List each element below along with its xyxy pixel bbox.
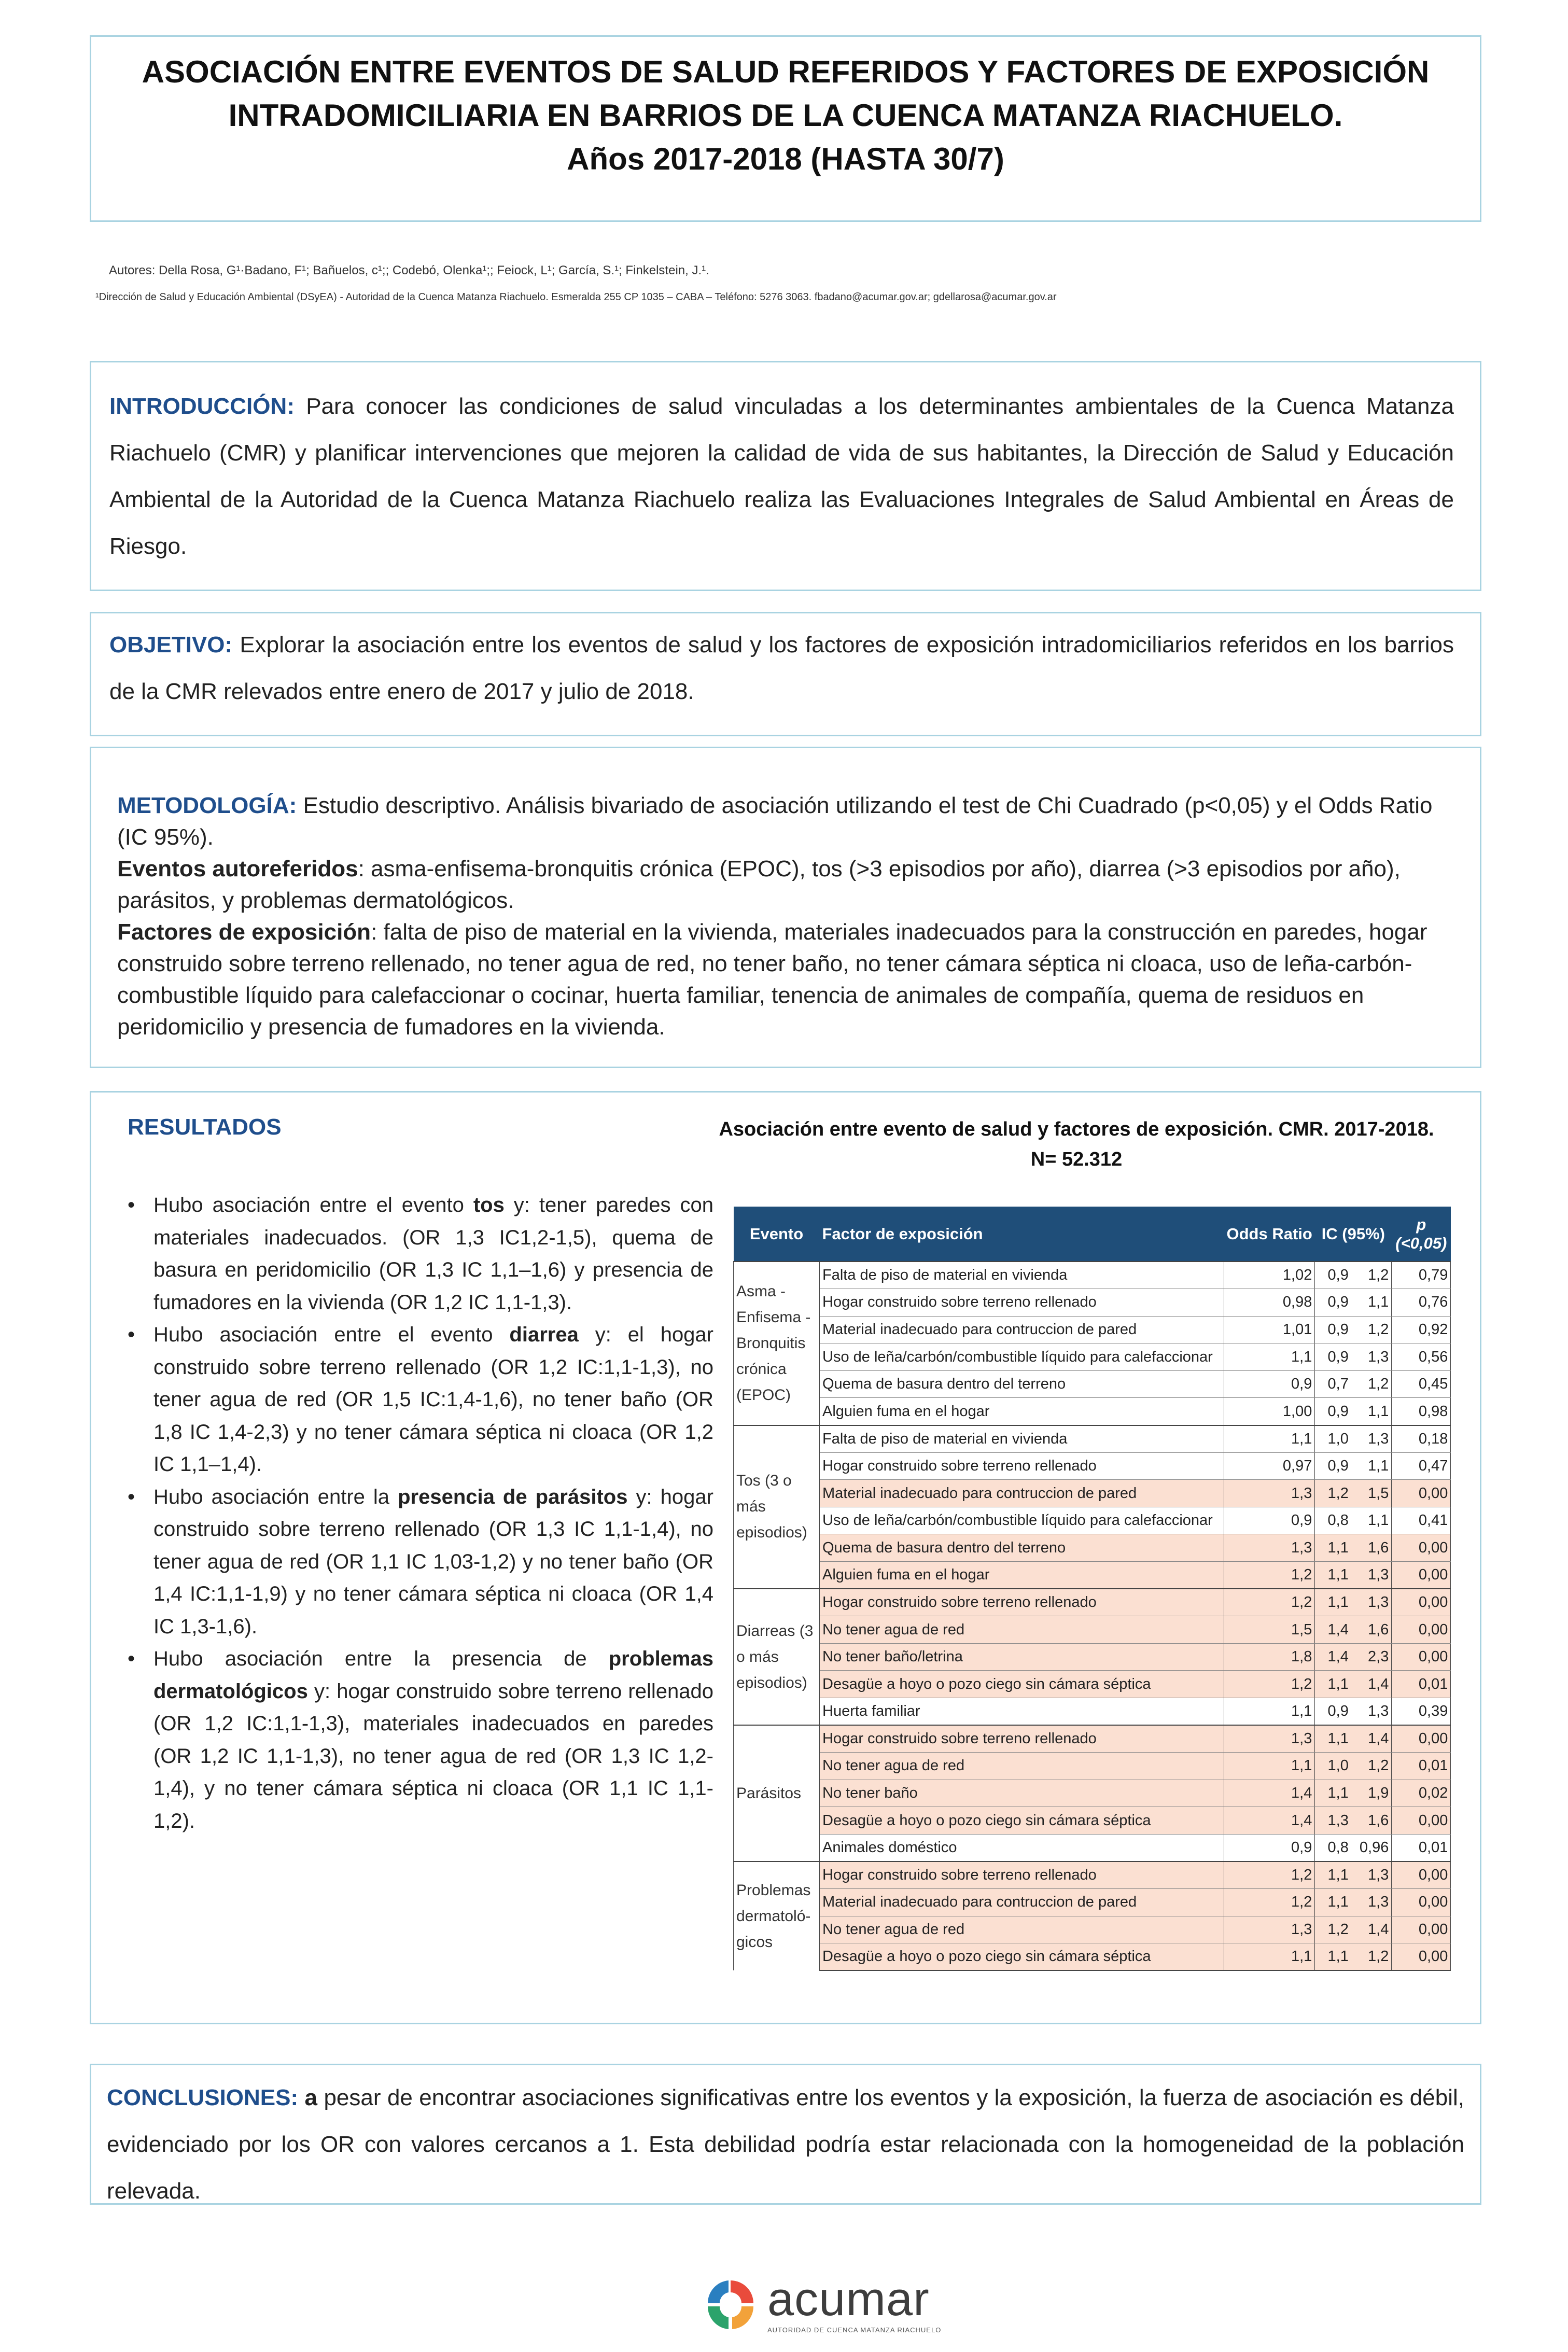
table-row	[734, 1861, 1451, 1889]
ic-high-cell: 1,6	[1351, 1534, 1392, 1562]
ic-low-cell: 1,2	[1315, 1916, 1351, 1943]
introduction-label: INTRODUCCIÓN:	[109, 394, 295, 419]
odds-ratio-cell: 0,9	[1224, 1834, 1315, 1861]
ic-high-cell: 1,6	[1351, 1616, 1392, 1644]
factor-cell: Hogar construido sobre terreno rellenado	[820, 1725, 1224, 1753]
p-value-cell: 0,98	[1392, 1398, 1451, 1425]
p-value-cell: 0,00	[1392, 1889, 1451, 1916]
authors: Autores: Della Rosa, G¹·Badano, F¹; Bañuelos, c¹;; Codebó, Olenka¹;; Feiock, L¹; García, S.¹; Finkelstein, J.¹.	[109, 263, 709, 277]
factor-cell: No tener agua de red	[820, 1753, 1224, 1780]
odds-ratio-cell: 1,3	[1224, 1916, 1315, 1943]
table-row	[734, 1589, 1451, 1616]
factor-cell: Desagüe a hoyo o pozo ciego sin cámara séptica	[820, 1943, 1224, 1971]
results-item: • Hubo asociación entre el evento tos y: tener paredes con materiales inadecuados. (OR 1,3 IC1,2-1,5), quema de basura en peridomicilio (OR 1,3 IC 1,1–1,6) y presencia de fumadores en la vivienda (OR 1,2 IC 1,1-1,3).	[128, 1189, 713, 1319]
ic-high-cell: 1,1	[1351, 1507, 1392, 1534]
table-row	[734, 1425, 1451, 1453]
table-row	[734, 1671, 1451, 1698]
odds-ratio-cell: 1,1	[1224, 1753, 1315, 1780]
table-row	[734, 1889, 1451, 1916]
p-value-cell: 0,02	[1392, 1780, 1451, 1807]
results-list	[128, 1189, 713, 1837]
objective-label: OBJETIVO:	[109, 632, 233, 657]
ic-low-cell: 0,9	[1315, 1262, 1351, 1289]
ic-low-cell: 0,9	[1315, 1698, 1351, 1726]
ic-low-cell: 0,7	[1315, 1370, 1351, 1398]
ic-low-cell: 1,1	[1315, 1589, 1351, 1616]
ic-high-cell: 0,96	[1351, 1834, 1392, 1861]
odds-ratio-cell: 1,2	[1224, 1671, 1315, 1698]
ic-high-cell: 1,4	[1351, 1671, 1392, 1698]
odds-ratio-cell: 1,02	[1224, 1262, 1315, 1289]
ic-high-cell: 1,1	[1351, 1452, 1392, 1480]
factor-cell: Animales doméstico	[820, 1834, 1224, 1861]
factor-cell: Quema de basura dentro del terreno	[820, 1370, 1224, 1398]
introduction-box	[90, 361, 1481, 591]
association-table	[733, 1207, 1451, 1971]
table-row	[734, 1562, 1451, 1589]
table-row	[734, 1725, 1451, 1753]
conclusions-box	[90, 2064, 1481, 2205]
ic-high-cell: 1,9	[1351, 1780, 1392, 1807]
events-text: Eventos autoreferidos: asma-enfisema-bronquitis crónica (EPOC), tos (>3 episodios por año), diarrea (>3 episodios por año), parásitos, y problemas dermatológicos.	[117, 856, 1401, 913]
table-row	[734, 1370, 1451, 1398]
poster-title-line-2: INTRADOMICILIARIA EN BARRIOS DE LA CUENCA MATANZA RIACHUELO.	[228, 98, 1343, 133]
factor-cell: Material inadecuado para contruccion de pared	[820, 1889, 1224, 1916]
ic-low-cell: 1,2	[1315, 1480, 1351, 1507]
odds-ratio-cell: 1,01	[1224, 1316, 1315, 1343]
table-row	[734, 1452, 1451, 1480]
acumar-logo	[700, 2273, 942, 2334]
ic-low-cell: 1,1	[1315, 1534, 1351, 1562]
p-value-cell: 0,01	[1392, 1753, 1451, 1780]
table-body	[734, 1262, 1451, 1970]
factor-cell: Material inadecuado para contruccion de pared	[820, 1480, 1224, 1507]
ic-low-cell: 1,1	[1315, 1671, 1351, 1698]
event-cell: Parásitos	[734, 1725, 820, 1861]
ic-high-cell: 1,2	[1351, 1316, 1392, 1343]
factors-label: Factores de exposición	[117, 919, 371, 945]
methodology-box	[90, 747, 1481, 1068]
ic-high-cell: 1,6	[1351, 1807, 1392, 1835]
odds-ratio-cell: 1,1	[1224, 1698, 1315, 1726]
p-value-cell: 0,41	[1392, 1507, 1451, 1534]
table-row	[734, 1780, 1451, 1807]
odds-ratio-cell: 1,2	[1224, 1889, 1315, 1916]
odds-ratio-cell: 1,3	[1224, 1534, 1315, 1562]
ic-high-cell: 1,3	[1351, 1343, 1392, 1371]
factor-cell: Falta de piso de material en vivienda	[820, 1425, 1224, 1453]
odds-ratio-cell: 1,3	[1224, 1480, 1315, 1507]
factor-cell: No tener agua de red	[820, 1616, 1224, 1644]
odds-ratio-cell: 0,98	[1224, 1289, 1315, 1317]
table-row	[734, 1807, 1451, 1835]
ic-low-cell: 1,1	[1315, 1943, 1351, 1971]
factor-cell: Falta de piso de material en vivienda	[820, 1262, 1224, 1289]
event-cell: Asma - Enfisema - Bronquitis crónica (EPOC)	[734, 1262, 820, 1425]
results-box	[90, 1091, 1481, 2024]
event-cell: Problemas dermatoló- gicos	[734, 1861, 820, 1970]
ic-low-cell: 0,9	[1315, 1316, 1351, 1343]
table-row	[734, 1943, 1451, 1971]
ic-high-cell: 1,4	[1351, 1725, 1392, 1753]
p-value-cell: 0,01	[1392, 1834, 1451, 1861]
ic-high-cell: 1,1	[1351, 1289, 1392, 1317]
odds-ratio-cell: 0,97	[1224, 1452, 1315, 1480]
ic-low-cell: 0,9	[1315, 1343, 1351, 1371]
ic-high-cell: 1,2	[1351, 1370, 1392, 1398]
table-header-row	[734, 1207, 1451, 1262]
factor-cell: No tener agua de red	[820, 1916, 1224, 1943]
table-row	[734, 1616, 1451, 1644]
p-value-cell: 0,76	[1392, 1289, 1451, 1317]
factor-cell: Huerta familiar	[820, 1698, 1224, 1726]
factor-cell: Alguien fuma en el hogar	[820, 1398, 1224, 1425]
table-title: Asociación entre evento de salud y factores de exposición. CMR. 2017-2018. N= 52.312	[719, 1118, 1434, 1170]
ic-low-cell: 1,0	[1315, 1425, 1351, 1453]
odds-ratio-cell: 1,1	[1224, 1343, 1315, 1371]
p-value-cell: 0,00	[1392, 1616, 1451, 1644]
title-box	[90, 35, 1481, 222]
p-value-cell: 0,92	[1392, 1316, 1451, 1343]
event-cell: Tos (3 o más episodios)	[734, 1425, 820, 1589]
factor-cell: Hogar construido sobre terreno rellenado	[820, 1452, 1224, 1480]
factor-cell: Material inadecuado para contruccion de pared	[820, 1316, 1224, 1343]
methodology-text: METODOLOGÍA: Estudio descriptivo. Análisis bivariado de asociación utilizando el test de Chi Cuadrado (p<0,05) y el Odds Ratio (IC 95%).	[117, 793, 1433, 850]
factor-cell: No tener baño/letrina	[820, 1643, 1224, 1671]
odds-ratio-cell: 0,9	[1224, 1370, 1315, 1398]
p-value-cell: 0,00	[1392, 1861, 1451, 1889]
ic-high-cell: 1,3	[1351, 1562, 1392, 1589]
table-row	[734, 1289, 1451, 1317]
ic-low-cell: 1,4	[1315, 1643, 1351, 1671]
objective-text: OBJETIVO: Explorar la asociación entre los eventos de salud y los factores de exposición intradomiciliarios referidos en los barrios de la CMR relevados entre enero de 2017 y julio de 2018.	[109, 632, 1454, 704]
p-value-cell: 0,00	[1392, 1916, 1451, 1943]
factor-cell: Alguien fuma en el hogar	[820, 1562, 1224, 1589]
odds-ratio-cell: 1,4	[1224, 1780, 1315, 1807]
introduction-text: INTRODUCCIÓN: Para conocer las condiciones de salud vinculadas a los determinantes ambientales de la Cuenca Matanza Riachuelo (CMR) y planificar intervenciones que mejoren la calidad de vida de sus habitantes, la Dirección de Salud y Educación Ambiental de la Autoridad de la Cuenca Matanza Riachuelo realiza las Evaluaciones Integrales de Salud Ambiental en Áreas de Riesgo.	[109, 394, 1454, 559]
logo-subtitle: AUTORIDAD DE CUENCA MATANZA RIACHUELO	[767, 2326, 942, 2334]
p-value-cell: 0,00	[1392, 1480, 1451, 1507]
ic-high-cell: 1,3	[1351, 1698, 1392, 1726]
ic-low-cell: 0,8	[1315, 1507, 1351, 1534]
factor-cell: Uso de leña/carbón/combustible líquido para calefaccionar	[820, 1507, 1224, 1534]
factor-cell: Desagüe a hoyo o pozo ciego sin cámara séptica	[820, 1671, 1224, 1698]
methodology-label: METODOLOGÍA:	[117, 793, 297, 818]
objective-box	[90, 612, 1481, 736]
p-value-cell: 0,00	[1392, 1807, 1451, 1835]
ic-low-cell: 0,8	[1315, 1834, 1351, 1861]
odds-ratio-cell: 1,2	[1224, 1589, 1315, 1616]
p-value-cell: 0,00	[1392, 1589, 1451, 1616]
odds-ratio-cell: 1,8	[1224, 1643, 1315, 1671]
event-cell: Diarreas (3 o más episodios)	[734, 1589, 820, 1725]
conclusions-text: CONCLUSIONES: a pesar de encontrar asociaciones significativas entre los eventos y la exposición, la fuerza de asociación es débil, evidenciado por los OR con valores cercanos a 1. Esta debilidad podría estar relacionada con la homogeneidad de la población relevada.	[107, 2085, 1464, 2204]
results-title: RESULTADOS	[128, 1114, 282, 1140]
p-value-cell: 0,39	[1392, 1698, 1451, 1726]
events-label: Eventos autoreferidos	[117, 856, 358, 881]
ic-high-cell: 1,1	[1351, 1398, 1392, 1425]
p-value-cell: 0,00	[1392, 1534, 1451, 1562]
odds-ratio-cell: 1,5	[1224, 1616, 1315, 1644]
header-evento: Evento	[734, 1207, 820, 1262]
factor-cell: Desagüe a hoyo o pozo ciego sin cámara séptica	[820, 1807, 1224, 1835]
table-row	[734, 1834, 1451, 1861]
p-value-cell: 0,56	[1392, 1343, 1451, 1371]
odds-ratio-cell: 0,9	[1224, 1507, 1315, 1534]
factor-cell: Quema de basura dentro del terreno	[820, 1534, 1224, 1562]
ic-low-cell: 0,9	[1315, 1452, 1351, 1480]
poster-title-line-1: ASOCIACIÓN ENTRE EVENTOS DE SALUD REFERIDOS Y FACTORES DE EXPOSICIÓN	[142, 54, 1430, 89]
header-ic: IC (95%)	[1315, 1207, 1392, 1262]
table-row	[734, 1398, 1451, 1425]
p-value-cell: 0,01	[1392, 1671, 1451, 1698]
ic-high-cell: 1,3	[1351, 1889, 1392, 1916]
odds-ratio-cell: 1,1	[1224, 1425, 1315, 1453]
table-row	[734, 1698, 1451, 1726]
ic-high-cell: 1,4	[1351, 1916, 1392, 1943]
ic-low-cell: 1,3	[1315, 1807, 1351, 1835]
ic-low-cell: 1,4	[1315, 1616, 1351, 1644]
header-odds-ratio: Odds Ratio	[1224, 1207, 1315, 1262]
odds-ratio-cell: 1,3	[1224, 1725, 1315, 1753]
odds-ratio-cell: 1,2	[1224, 1861, 1315, 1889]
p-value-cell: 0,47	[1392, 1452, 1451, 1480]
table-row	[734, 1753, 1451, 1780]
table-row	[734, 1916, 1451, 1943]
ic-low-cell: 1,1	[1315, 1889, 1351, 1916]
table-row	[734, 1343, 1451, 1371]
factor-cell: No tener baño	[820, 1780, 1224, 1807]
table-row	[734, 1480, 1451, 1507]
p-value-cell: 0,00	[1392, 1725, 1451, 1753]
p-value-cell: 0,00	[1392, 1643, 1451, 1671]
ic-low-cell: 1,1	[1315, 1725, 1351, 1753]
p-value-cell: 0,45	[1392, 1370, 1451, 1398]
table-row	[734, 1262, 1451, 1289]
ic-high-cell: 1,2	[1351, 1943, 1392, 1971]
ic-high-cell: 1,3	[1351, 1589, 1392, 1616]
ic-low-cell: 0,9	[1315, 1289, 1351, 1317]
factors-text: Factores de exposición: falta de piso de material en la vivienda, materiales inadecuados para la construcción en paredes, hogar construido sobre terreno rellenado, no tener agua de red, no tener baño, no tener cámara séptica ni cloaca, uso de leña-carbón-combustible líquido para calefaccionar o cocinar, huerta familiar, tenencia de animales de compañía, quema de residuos en peridomicilio y presencia de fumadores en la vivienda.	[117, 919, 1427, 1040]
ic-high-cell: 1,2	[1351, 1262, 1392, 1289]
table-row	[734, 1643, 1451, 1671]
ic-low-cell: 1,1	[1315, 1861, 1351, 1889]
odds-ratio-cell: 1,00	[1224, 1398, 1315, 1425]
ic-low-cell: 1,1	[1315, 1780, 1351, 1807]
p-value-cell: 0,18	[1392, 1425, 1451, 1453]
results-item: • Hubo asociación entre el evento diarrea y: el hogar construido sobre terreno rellenado (OR 1,2 IC:1,1-1,3), no tener agua de red (OR 1,5 IC:1,4-1,6), no tener baño (OR 1,8 IC 1,4-2,3) y no tener cámara séptica ni cloaca (OR 1,2 IC 1,1–1,4).	[128, 1319, 713, 1481]
p-value-cell: 0,00	[1392, 1562, 1451, 1589]
results-item: • Hubo asociación entre la presencia de problemas dermatológicos y: hogar construido sobre terreno rellenado (OR 1,2 IC:1,1-1,3), materiales inadecuados en paredes (OR 1,2 IC 1,1-1,3), no tener agua de red (OR 1,3 IC 1,2-1,4), y no tener cámara séptica ni cloaca (OR 1,1 IC 1,1-1,2).	[128, 1643, 713, 1837]
logo-wordmark: acumar	[767, 2273, 930, 2326]
table-row	[734, 1534, 1451, 1562]
p-value-cell: 0,79	[1392, 1262, 1451, 1289]
factor-cell: Uso de leña/carbón/combustible líquido para calefaccionar	[820, 1343, 1224, 1371]
odds-ratio-cell: 1,1	[1224, 1943, 1315, 1971]
factor-cell: Hogar construido sobre terreno rellenado	[820, 1861, 1224, 1889]
factor-cell: Hogar construido sobre terreno rellenado	[820, 1589, 1224, 1616]
p-value-cell: 0,00	[1392, 1943, 1451, 1971]
conclusions-label: CONCLUSIONES:	[107, 2085, 299, 2110]
table-row	[734, 1316, 1451, 1343]
ic-high-cell: 1,5	[1351, 1480, 1392, 1507]
header-factor: Factor de exposición	[820, 1207, 1224, 1262]
ic-high-cell: 1,2	[1351, 1753, 1392, 1780]
ic-low-cell: 1,0	[1315, 1753, 1351, 1780]
odds-ratio-cell: 1,2	[1224, 1562, 1315, 1589]
table-row	[734, 1507, 1451, 1534]
acumar-logo-icon	[700, 2276, 761, 2333]
ic-high-cell: 1,3	[1351, 1861, 1392, 1889]
odds-ratio-cell: 1,4	[1224, 1807, 1315, 1835]
poster-title-line-3: Años 2017-2018 (HASTA 30/7)	[567, 142, 1004, 176]
affiliation: ¹Dirección de Salud y Educación Ambiental (DSyEA) - Autoridad de la Cuenca Matanza Riachuelo. Esmeralda 255 CP 1035 – CABA – Teléfono: 5276 3063. fbadano@acumar.gov.ar; gdellarosa@acumar.gov.ar	[95, 291, 1057, 303]
results-item: • Hubo asociación entre la presencia de parásitos y: hogar construido sobre terreno rellenado (OR 1,3 IC 1,1-1,4), no tener agua de red (OR 1,1 IC 1,03-1,2) y no tener baño (OR 1,4 IC:1,1-1,9) y no tener cámara séptica ni cloaca (OR 1,4 IC 1,3-1,6).	[128, 1481, 713, 1643]
ic-high-cell: 2,3	[1351, 1643, 1392, 1671]
header-p: p (<0,05)	[1392, 1207, 1451, 1262]
ic-high-cell: 1,3	[1351, 1425, 1392, 1453]
ic-low-cell: 0,9	[1315, 1398, 1351, 1425]
factor-cell: Hogar construido sobre terreno rellenado	[820, 1289, 1224, 1317]
ic-low-cell: 1,1	[1315, 1562, 1351, 1589]
